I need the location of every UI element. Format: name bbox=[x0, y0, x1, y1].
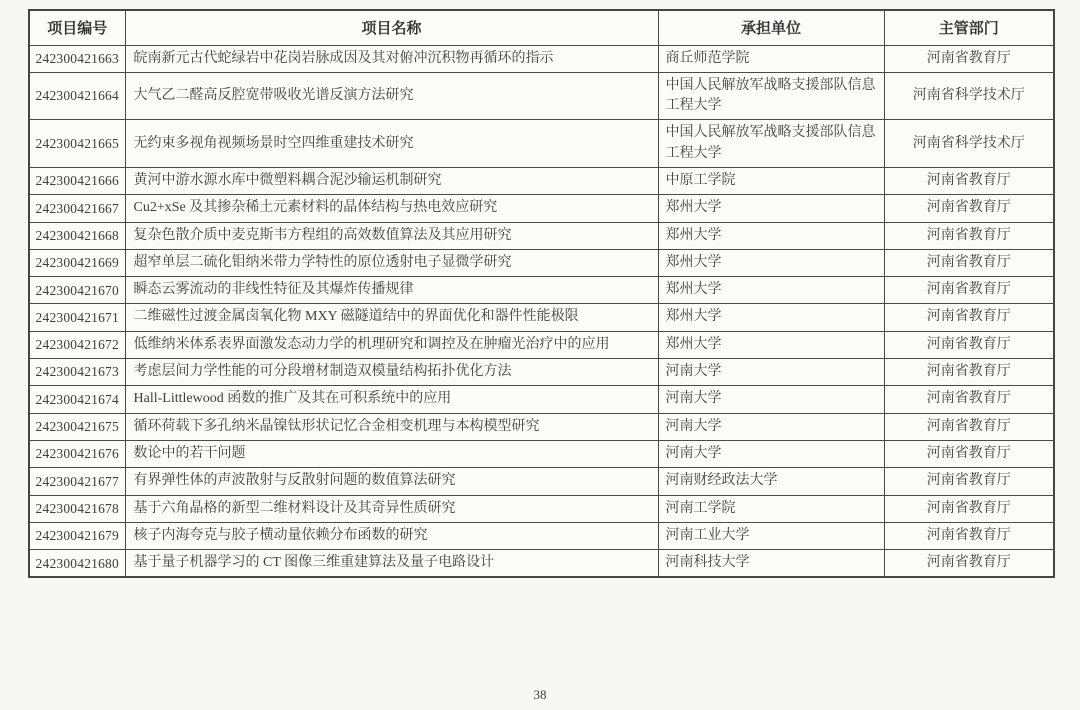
cell-department: 河南省教育厅 bbox=[884, 550, 1054, 578]
cell-project-id: 242300421667 bbox=[29, 195, 125, 222]
header-unit: 承担单位 bbox=[658, 10, 884, 45]
cell-project-name: 数论中的若干问题 bbox=[125, 440, 658, 467]
cell-department: 河南省科学技术厅 bbox=[884, 72, 1054, 120]
cell-project-id: 242300421670 bbox=[29, 277, 125, 304]
cell-unit: 河南财经政法大学 bbox=[658, 468, 884, 495]
cell-project-name: 低维纳米体系表界面激发态动力学的机理研究和调控及在肿瘤光治疗中的应用 bbox=[125, 331, 658, 358]
cell-unit: 郑州大学 bbox=[658, 222, 884, 249]
cell-project-id: 242300421663 bbox=[29, 45, 125, 72]
cell-unit: 河南工学院 bbox=[658, 495, 884, 522]
table-row bbox=[29, 304, 1054, 331]
cell-department: 河南省教育厅 bbox=[884, 359, 1054, 386]
table-row bbox=[29, 359, 1054, 386]
table-row bbox=[29, 386, 1054, 413]
cell-department: 河南省教育厅 bbox=[884, 195, 1054, 222]
cell-department: 河南省教育厅 bbox=[884, 495, 1054, 522]
cell-unit: 中国人民解放军战略支援部队信息工程大学 bbox=[658, 72, 884, 120]
cell-project-name: 大气乙二醛高反腔宽带吸收光谱反演方法研究 bbox=[125, 72, 658, 120]
cell-project-name: 基于六角晶格的新型二维材料设计及其奇异性质研究 bbox=[125, 495, 658, 522]
table-body bbox=[29, 45, 1054, 577]
page-number: 38 bbox=[533, 687, 547, 702]
cell-project-id: 242300421675 bbox=[29, 413, 125, 440]
table-row bbox=[29, 413, 1054, 440]
cell-project-id: 242300421666 bbox=[29, 167, 125, 194]
table-row bbox=[29, 222, 1054, 249]
cell-department: 河南省教育厅 bbox=[884, 331, 1054, 358]
cell-project-name: 循环荷载下多孔纳米晶镍钛形状记忆合金相变机理与本构模型研究 bbox=[125, 413, 658, 440]
cell-unit: 河南大学 bbox=[658, 386, 884, 413]
table-row bbox=[29, 277, 1054, 304]
cell-unit: 商丘师范学院 bbox=[658, 45, 884, 72]
cell-project-id: 242300421676 bbox=[29, 440, 125, 467]
cell-department: 河南省教育厅 bbox=[884, 304, 1054, 331]
cell-unit: 郑州大学 bbox=[658, 304, 884, 331]
cell-project-name: Hall-Littlewood 函数的推广及其在可积系统中的应用 bbox=[125, 386, 658, 413]
cell-project-id: 242300421679 bbox=[29, 522, 125, 549]
cell-project-name: 黄河中游水源水库中微塑料耦合泥沙输运机制研究 bbox=[125, 167, 658, 194]
cell-project-name: 超窄单层二硫化钼纳米带力学特性的原位透射电子显微学研究 bbox=[125, 249, 658, 276]
cell-project-name: 基于量子机器学习的 CT 图像三维重建算法及量子电路设计 bbox=[125, 550, 658, 578]
cell-unit: 河南科技大学 bbox=[658, 550, 884, 578]
cell-project-id: 242300421669 bbox=[29, 249, 125, 276]
cell-project-id: 242300421665 bbox=[29, 120, 125, 168]
cell-project-name: 二维磁性过渡金属卤氧化物 MXY 磁隧道结中的界面优化和器件性能极限 bbox=[125, 304, 658, 331]
header-department: 主管部门 bbox=[884, 10, 1054, 45]
cell-department: 河南省教育厅 bbox=[884, 413, 1054, 440]
header-project-name: 项目名称 bbox=[125, 10, 658, 45]
cell-project-name: 无约束多视角视频场景时空四维重建技术研究 bbox=[125, 120, 658, 168]
cell-project-id: 242300421673 bbox=[29, 359, 125, 386]
cell-unit: 中国人民解放军战略支援部队信息工程大学 bbox=[658, 120, 884, 168]
cell-department: 河南省教育厅 bbox=[884, 249, 1054, 276]
table-row bbox=[29, 249, 1054, 276]
table-row bbox=[29, 522, 1054, 549]
cell-project-name: 有界弹性体的声波散射与反散射问题的数值算法研究 bbox=[125, 468, 658, 495]
table-row bbox=[29, 495, 1054, 522]
cell-department: 河南省科学技术厅 bbox=[884, 120, 1054, 168]
cell-unit: 郑州大学 bbox=[658, 277, 884, 304]
cell-department: 河南省教育厅 bbox=[884, 386, 1054, 413]
header-project-id: 项目编号 bbox=[29, 10, 125, 45]
cell-project-name: Cu2+xSe 及其掺杂稀土元素材料的晶体结构与热电效应研究 bbox=[125, 195, 658, 222]
table-row bbox=[29, 195, 1054, 222]
cell-department: 河南省教育厅 bbox=[884, 440, 1054, 467]
cell-department: 河南省教育厅 bbox=[884, 468, 1054, 495]
cell-project-name: 复杂色散介质中麦克斯韦方程组的高效数值算法及其应用研究 bbox=[125, 222, 658, 249]
cell-project-name: 瞬态云雾流动的非线性特征及其爆炸传播规律 bbox=[125, 277, 658, 304]
cell-unit: 郑州大学 bbox=[658, 249, 884, 276]
cell-unit: 中原工学院 bbox=[658, 167, 884, 194]
cell-unit: 郑州大学 bbox=[658, 195, 884, 222]
table-row bbox=[29, 440, 1054, 467]
cell-department: 河南省教育厅 bbox=[884, 45, 1054, 72]
table-row bbox=[29, 72, 1054, 120]
cell-department: 河南省教育厅 bbox=[884, 277, 1054, 304]
cell-department: 河南省教育厅 bbox=[884, 522, 1054, 549]
cell-project-name: 皖南新元古代蛇绿岩中花岗岩脉成因及其对俯冲沉积物再循环的指示 bbox=[125, 45, 658, 72]
cell-unit: 河南工业大学 bbox=[658, 522, 884, 549]
projects-table bbox=[28, 9, 1055, 578]
cell-unit: 河南大学 bbox=[658, 359, 884, 386]
cell-unit: 郑州大学 bbox=[658, 331, 884, 358]
table-row bbox=[29, 468, 1054, 495]
table-row bbox=[29, 120, 1054, 168]
cell-project-id: 242300421677 bbox=[29, 468, 125, 495]
cell-department: 河南省教育厅 bbox=[884, 222, 1054, 249]
cell-project-name: 核子内海夸克与胶子横动量依赖分布函数的研究 bbox=[125, 522, 658, 549]
cell-project-id: 242300421671 bbox=[29, 304, 125, 331]
cell-project-id: 242300421664 bbox=[29, 72, 125, 120]
cell-unit: 河南大学 bbox=[658, 413, 884, 440]
cell-unit: 河南大学 bbox=[658, 440, 884, 467]
cell-project-id: 242300421674 bbox=[29, 386, 125, 413]
cell-project-id: 242300421678 bbox=[29, 495, 125, 522]
table-row bbox=[29, 167, 1054, 194]
table-row bbox=[29, 45, 1054, 72]
table-row bbox=[29, 550, 1054, 578]
cell-project-id: 242300421680 bbox=[29, 550, 125, 578]
table-row bbox=[29, 331, 1054, 358]
cell-project-id: 242300421668 bbox=[29, 222, 125, 249]
cell-project-name: 考虑层间力学性能的可分段增材制造双模量结构拓扑优化方法 bbox=[125, 359, 658, 386]
cell-department: 河南省教育厅 bbox=[884, 167, 1054, 194]
table-header-row bbox=[29, 10, 1054, 45]
cell-project-id: 242300421672 bbox=[29, 331, 125, 358]
